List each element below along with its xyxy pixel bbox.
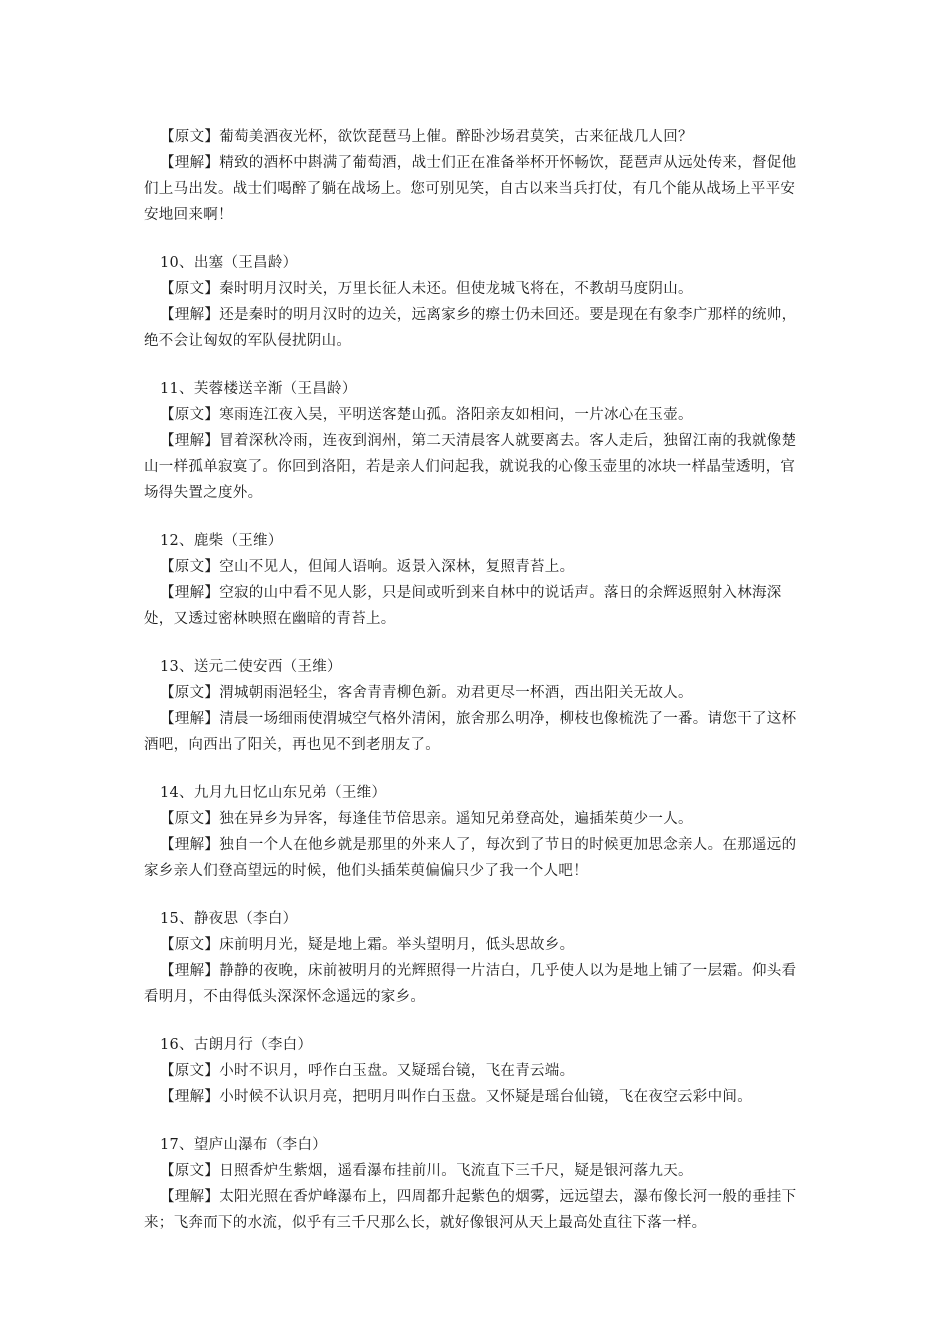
poem-understanding: 【理解】精致的酒杯中斟满了葡萄酒，战士们正在准备举杯开怀畅饮，琵琶声从远处传来，督促他们上马出发。战士们喝醉了躺在战场上。您可别见笑，自古以来当兵打仗，有几个能从战场上平平安安地回来啊！: [144, 155, 797, 223]
poem-section-12: [144, 528, 804, 632]
poem-title: 15、静夜思（李白）: [160, 911, 298, 927]
poem-title: 12、鹿柴（王维）: [160, 533, 283, 549]
poem-title: 10、出塞（王昌龄）: [160, 255, 298, 271]
poem-section-14: [144, 780, 804, 884]
poem-section-9: [144, 124, 804, 228]
poem-original: 【原文】独在异乡为异客，每逢佳节倍思亲。遥知兄弟登高处，遍插茱萸少一人。: [160, 811, 693, 827]
poem-section-13: [144, 654, 804, 758]
poem-original: 【原文】日照香炉生紫烟，遥看瀑布挂前川。飞流直下三千尺，疑是银河落九天。: [160, 1163, 693, 1179]
document-page: [144, 124, 804, 1258]
poem-title: 11、芙蓉楼送辛渐（王昌龄）: [160, 381, 357, 397]
poem-title: 14、九月九日忆山东兄弟（王维）: [160, 785, 387, 801]
poem-understanding: 【理解】清晨一场细雨使渭城空气格外清闲，旅舍那么明净，柳枝也像梳洗了一番。请您干了这杯酒吧，向西出了阳关，再也见不到老朋友了。: [144, 711, 797, 753]
poem-title: 13、送元二使安西（王维）: [160, 659, 342, 675]
poem-understanding: 【理解】静静的夜晚，床前被明月的光辉照得一片洁白，几乎使人以为是地上铺了一层霜。仰头看看明月，不由得低头深深怀念遥远的家乡。: [144, 963, 797, 1005]
poem-original: 【原文】寒雨连江夜入吴，平明送客楚山孤。洛阳亲友如相问，一片冰心在玉壶。: [160, 407, 693, 423]
poem-original: 【原文】秦时明月汉时关，万里长征人未还。但使龙城飞将在，不教胡马度阴山。: [160, 281, 693, 297]
poem-original: 【原文】葡萄美酒夜光杯，欲饮琵琶马上催。醉卧沙场君莫笑，古来征战几人回？: [160, 129, 693, 145]
poem-original: 【原文】床前明月光，疑是地上霜。举头望明月，低头思故乡。: [160, 937, 575, 953]
poem-section-10: [144, 250, 804, 354]
poem-original: 【原文】小时不识月，呼作白玉盘。又疑瑶台镜，飞在青云端。: [160, 1063, 575, 1079]
poem-understanding: 【理解】冒着深秋冷雨，连夜到润州，第二天清晨客人就要离去。客人走后，独留江南的我就像楚山一样孤单寂寞了。你回到洛阳，若是亲人们问起我，就说我的心像玉壶里的冰块一样晶莹透明，官场得失置之度外。: [144, 433, 797, 501]
poem-understanding: 【理解】小时候不认识月亮，把明月叫作白玉盘。又怀疑是瑶台仙镜，飞在夜空云彩中间。: [160, 1089, 752, 1105]
poem-original: 【原文】空山不见人，但闻人语响。返景入深林，复照青苔上。: [160, 559, 575, 575]
poem-section-16: [144, 1032, 804, 1110]
poem-section-11: [144, 376, 804, 506]
poem-understanding: 【理解】太阳光照在香炉峰瀑布上，四周都升起紫色的烟雾，远远望去，瀑布像长河一般的垂挂下来；飞奔而下的水流，似乎有三千尺那么长，就好像银河从天上最高处直往下落一样。: [144, 1189, 797, 1231]
poem-original: 【原文】渭城朝雨浥轻尘，客舍青青柳色新。劝君更尽一杯酒，西出阳关无故人。: [160, 685, 693, 701]
poem-understanding: 【理解】空寂的山中看不见人影，只是间或听到来自林中的说话声。落日的余辉返照射入林海深处，又透过密林映照在幽暗的青苔上。: [144, 585, 782, 627]
poem-understanding: 【理解】还是秦时的明月汉时的边关，远离家乡的瘵士仍未回还。要是现在有象李广那样的统帅，绝不会让匈奴的军队侵扰阴山。: [144, 307, 797, 349]
poem-title: 16、古朗月行（李白）: [160, 1037, 313, 1053]
poem-title: 17、望庐山瀑布（李白）: [160, 1137, 328, 1153]
poem-section-15: [144, 906, 804, 1010]
poem-section-17: [144, 1132, 804, 1236]
poem-understanding: 【理解】独自一个人在他乡就是那里的外来人了，每次到了节日的时候更加思念亲人。在那遥远的家乡亲人们登高望远的时候，他们头插茱萸偏偏只少了我一个人吧！: [144, 837, 797, 879]
